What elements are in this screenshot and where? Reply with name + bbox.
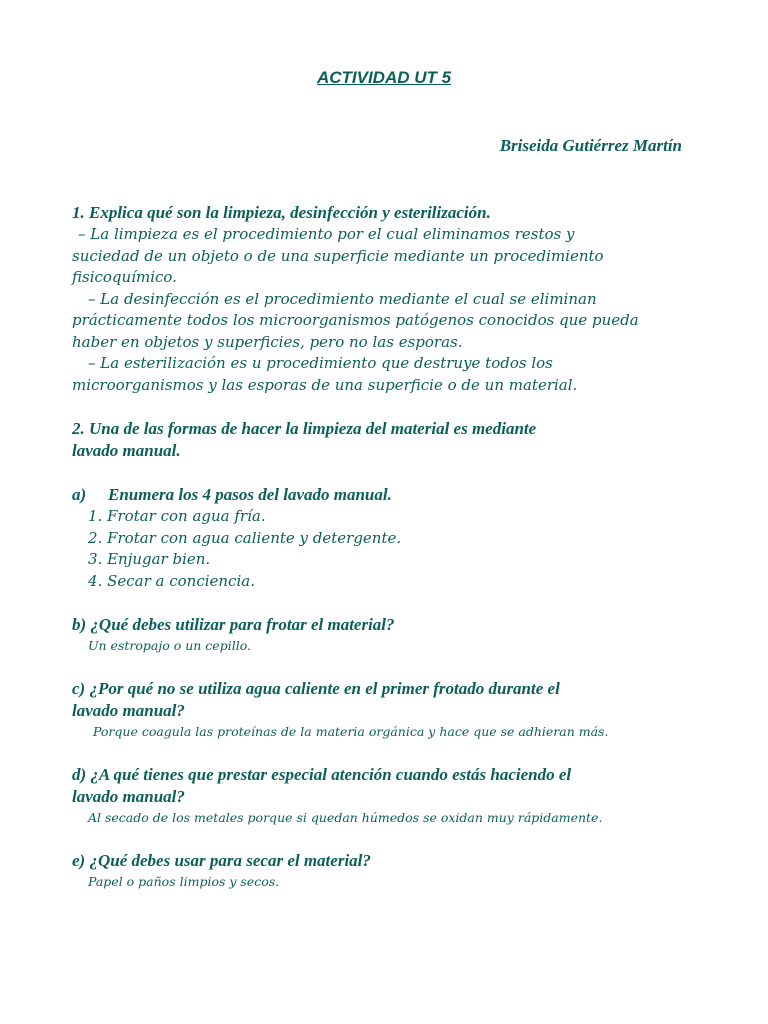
step-item: 4. Secar a conciencia.: [88, 571, 255, 590]
question-2: 2. Una de las formas de hacer la limpieza del material es mediante: [72, 419, 537, 438]
answer-1-line: haber en objetos y superficies, pero no las esporas.: [72, 332, 463, 351]
question-d-cont: lavado manual?: [72, 787, 185, 806]
answer-1-line: suciedad de un objeto o de una superficie mediante un procedimiento: [72, 246, 604, 265]
answer-1-line: – La desinfección es el procedimiento mediante el cual se eliminan: [88, 289, 597, 308]
answer-1-line: fisicoquímico.: [72, 268, 177, 286]
answer-b: Un estropajo o un cepillo.: [88, 638, 251, 653]
answer-1-line: prácticamente todos los microorganismos patógenos conocidos que pueda: [72, 311, 639, 329]
answer-d: Al secado de los metales porque si quedan húmedos se oxidan muy rápidamente.: [88, 810, 603, 825]
question-a-label: a): [72, 485, 87, 504]
answer-e: Papel o paños limpios y secos.: [88, 874, 280, 889]
question-c: c) ¿Por qué no se utiliza agua caliente en el primer frotado durante el: [72, 679, 560, 698]
question-2-cont: lavado manual.: [72, 441, 181, 460]
document-body: [72, 202, 712, 892]
author-name: Briseida Gutiérrez Martín: [499, 136, 682, 155]
step-item: 2. Frotar con agua caliente y detergente.: [88, 528, 402, 547]
step-item: 3. Enjugar bien.: [88, 550, 211, 568]
step-item: 1. Frotar con agua fría.: [88, 507, 266, 525]
question-a: [72, 484, 712, 506]
answer-1-line: microorganismos y las esporas de una superficie o de un material.: [72, 375, 578, 394]
question-c-cont: lavado manual?: [72, 701, 185, 720]
answer-1-line: – La limpieza es el procedimiento por el cual eliminamos restos y: [78, 225, 575, 243]
question-d: d) ¿A qué tienes que prestar especial atención cuando estás haciendo el: [72, 765, 572, 784]
question-b: b) ¿Qué debes utilizar para frotar el material?: [72, 615, 395, 634]
question-1: 1. Explica qué son la limpieza, desinfección y esterilización.: [72, 203, 491, 222]
question-a-text: Enumera los 4 pasos del lavado manual.: [108, 485, 392, 504]
question-e: e) ¿Qué debes usar para secar el material?: [72, 851, 371, 870]
answer-1-line: – La esterilización es u procedimiento que destruye todos los: [88, 354, 553, 372]
answer-c: Porque coagula las proteínas de la materia orgánica y hace que se adhieran más.: [93, 724, 609, 739]
document-title: ACTIVIDAD UT 5: [316, 68, 452, 87]
